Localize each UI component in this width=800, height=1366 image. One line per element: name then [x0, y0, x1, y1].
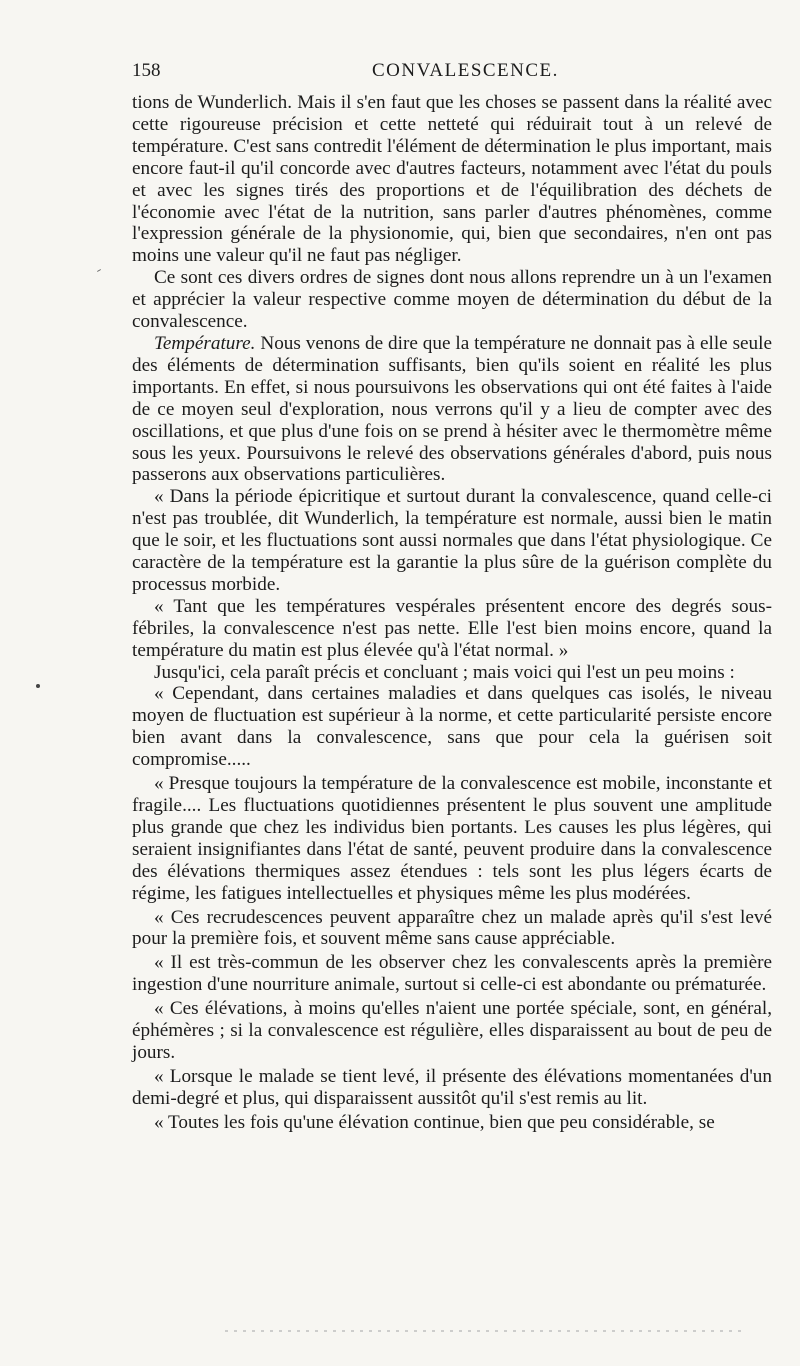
paragraph: « Ces élévations, à moins qu'elles n'aient une portée spéciale, sont, en général, éphémères ; si la convalescence est régulière, elles disparaissent au bout de peu de jours. [132, 998, 772, 1063]
margin-mark [97, 269, 101, 272]
paragraph: « Presque toujours la température de la convalescence est mobile, inconstante et fragile.... Les fluctuations quotidiennes présentent le plus souvent une amplitude plus grande que chez les individus bien portants. Les causes les plus légères, qui seraient insignifiantes dans l'état de santé, peuvent produire dans la convalescence des élévations thermiques assez étendues : tels sont les plus légers écarts de régime, les fatigues intellectuelles et physiques même les plus modérées. [132, 773, 772, 904]
paragraph: « Dans la période épicritique et surtout durant la convalescence, quand celle-ci n'est pas troublée, dit Wunderlich, la température est normale, aussi bien le matin que le soir, et les fluctuations sont aussi normales que dans l'état physiologique. Ce caractère de la température est la garantie la plus sûre de la guérison complète du processus morbide. [132, 486, 772, 595]
paragraph-text: Nous venons de dire que la température ne donnait pas à elle seule des éléments de détermination suffisants, bien qu'ils soient en réalité les plus importants. En effet, si nous poursuivons les observations qui ont été faites à l'aide de ce moyen seul d'exploration, nous verrons qu'il y a lieu de compter avec des oscillations, et que plus d'une fois on se prend à hésiter avec le thermomètre même sous les yeux. Poursuivons le relevé des observations générales d'abord, puis nous passerons aux observations particulières. [132, 332, 772, 486]
paragraph: « Ces recrudescences peuvent apparaître chez un malade après qu'il s'est levé pour la première fois, et souvent même sans cause appréciable. [132, 906, 772, 950]
paragraph: « Il est très-commun de les observer chez les convalescents après la première ingestion d'une nourriture animale, surtout si celle-ci est abondante ou prématurée. [132, 952, 772, 996]
paragraph: « Cependant, dans certaines maladies et dans quelques cas isolés, le niveau moyen de fluctuation est supérieur à la norme, et cette particularité persiste encore bien avant dans la convalescence, sans que pour cela la guérisen soit compromise..... [132, 683, 772, 771]
paragraph: Ce sont ces divers ordres de signes dont nous allons reprendre un à un l'examen et apprécier la valeur respective comme moyen de détermination du début de la convalescence. [132, 267, 772, 333]
page-header [132, 60, 768, 86]
paragraph: tions de Wunderlich. Mais il s'en faut que les choses se passent dans la réalité avec cette rigoureuse précision et cette netteté qui réduirait tout à un relevé de température. C'est sans contredit l'élément de détermination le plus important, mais encore faut-il qu'il concorde avec d'autres facteurs, notamment avec l'état du pouls et avec les signes tirés des proportions et de l'équilibration des déchets de l'économie avec l'état de la nutrition, sans parler d'autres phénomènes, comme l'expression générale de la physionomie, qui, bien que secondaires, n'en ont pas moins une valeur qu'il ne faut pas négliger. [132, 92, 772, 267]
running-head: CONVALESCENCE. [372, 60, 559, 81]
paragraph: Jusqu'ici, cela paraît précis et concluant ; mais voici qui l'est un peu moins : [154, 661, 735, 683]
section-lead: Température. [154, 332, 256, 354]
scan-artifact-line [225, 1330, 745, 1332]
paragraph [132, 333, 772, 486]
margin-speck [36, 684, 40, 688]
paragraph: « Lorsque le malade se tient levé, il présente des élévations momentanées d'un demi-degré et plus, qui disparaissent aussitôt qu'il s'est remis au lit. [132, 1065, 772, 1109]
paragraph: « Tant que les températures vespérales présentent encore des degrés sous-fébriles, la convalescence n'est pas nette. Elle l'est bien moins encore, quand la température du matin est plus élevée qu'à l'état normal. » [132, 595, 772, 661]
paragraph: « Toutes les fois qu'une élévation continue, bien que peu considérable, se [154, 1111, 715, 1133]
body-text [132, 92, 772, 1134]
page-number: 158 [132, 60, 161, 81]
